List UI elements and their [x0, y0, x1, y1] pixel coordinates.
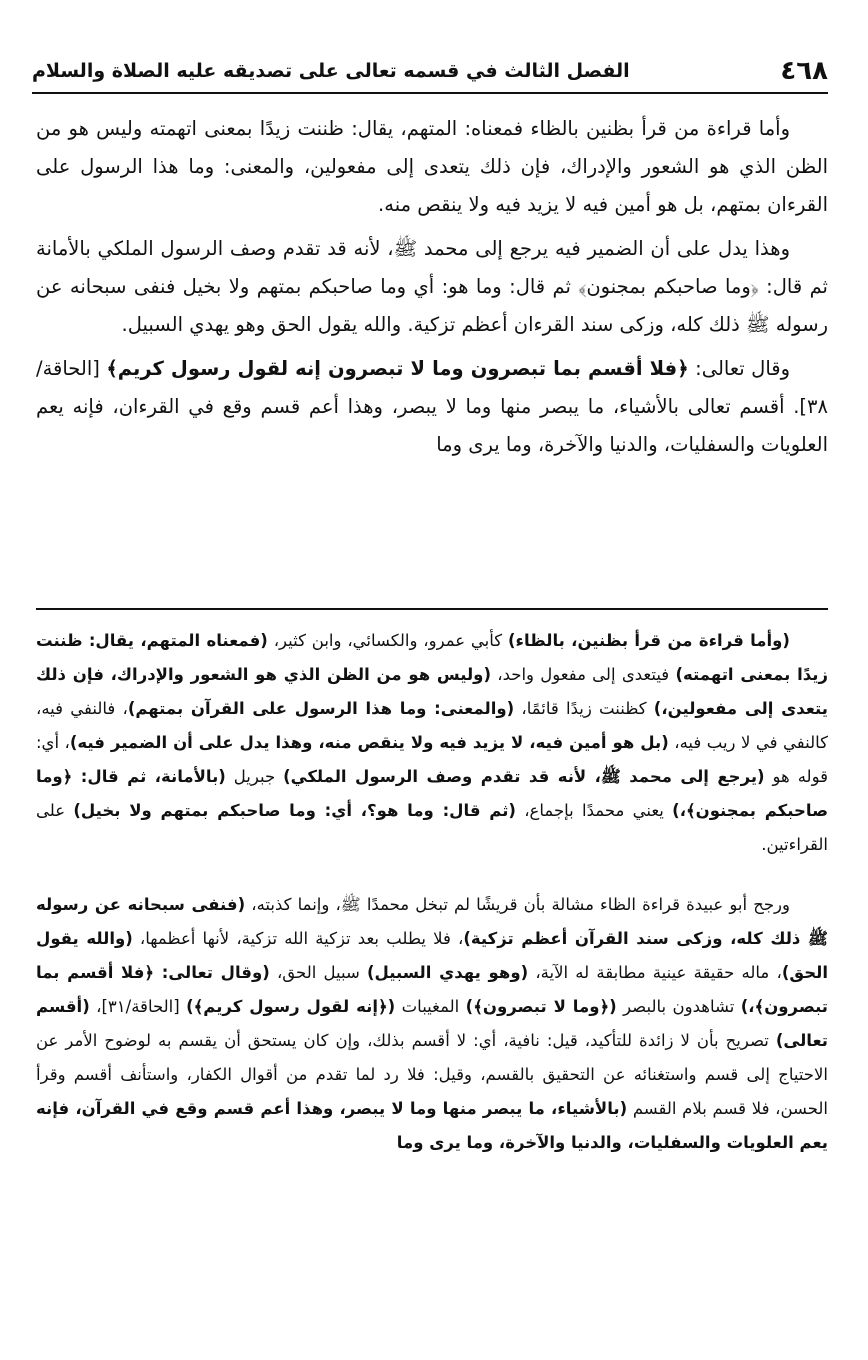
quoted-base-text: (وليس هو من الظن الذي هو الشعور والإدراك، فإن ذلك يتعدى إلى مفعولين،) [36, 665, 828, 718]
quran-verse: ﴿فلا أقسم بما تبصرون وما لا تبصرون إنه لقول رسول كريم﴾ [106, 357, 689, 380]
commentary-text: جبريل [225, 767, 284, 786]
quoted-base-text: (فنفى سبحانه عن رسوله ﷺ ذلك كله، وزكى سند القرآن أعظم تزكية) [36, 895, 828, 948]
main-paragraph-3 [36, 350, 828, 464]
footnote-separator [36, 608, 828, 610]
main-text [36, 110, 828, 470]
page-header [32, 52, 828, 94]
quoted-base-text: (بل هو أمين فيه، لا يزيد فيه ولا ينقص منه، وهذا يدل على أن الضمير فيه) [69, 733, 669, 752]
commentary-text: على القراءتين. [36, 801, 828, 854]
main-paragraph-2: وهذا يدل على أن الضمير فيه يرجع إلى محمد ﷺ، لأنه قد تقدم وصف الرسول الملكي بالأمانة ثم قال: ﴿وما صاحبكم بمجنون﴾ ثم قال: وما هو: أي وما صاحبكم بمتهم ولا بخيل فنفى سبحانه عن رسوله ﷺ ذلك كله، وزكى سند القرءان أعظم تزكية. والله يقول الحق وهو يهدي السبيل. [36, 237, 828, 336]
main-paragraph-3-intro: وقال تعالى: [688, 357, 791, 380]
commentary-text: سبيل الحق، [269, 963, 368, 982]
commentary-paragraph-1 [36, 624, 828, 862]
main-paragraph-3-rest: [الحاقة/٣٨]. أقسم تعالى بالأشياء، ما يبصر منها وما لا يبصر، وهذا أعم قسم وقع في القرءان، فإنه يعم العلويات والسفليات، والدنيا والآخرة، وما يرى وما [36, 357, 828, 456]
quoted-base-text: (بالأشياء، ما يبصر منها وما لا يبصر، وهذا أعم قسم وقع في القرآن، فإنه يعم العلويات والسفليات، والدنيا والآخرة، وما يرى وما [36, 1099, 828, 1152]
quoted-base-text: (والله يقول الحق) [36, 929, 828, 982]
commentary-text: تصريح بأن لا زائدة للتأكيد، قيل: نافية، أي: لا أقسم بذلك، وإن كان يستحق أن يقسم به لوضوح الأمر عن الاحتياج إلى قسم واستغنائه عن التحقيق بالقسم، وقيل: فلا رد لما تقدم من أقوال الكفار، واستأنف أقسم وقرأ الحسن، فلا قسم بلام القسم [36, 1031, 828, 1118]
quoted-base-text: (وهو يهدي السبيل) [367, 963, 529, 982]
quoted-base-text: (والمعنى: وما هذا الرسول على القرآن بمتهم) [127, 699, 515, 718]
quoted-base-text: (فمعناه المتهم، يقال: ظننت زيدًا بمعنى اتهمته) [36, 631, 828, 684]
commentary-text: ، فلا يطلب بعد تزكية الله تزكية، لأنها أعظمها، [132, 929, 464, 948]
paragraph-gap [36, 862, 828, 888]
quoted-base-text: (ثم قال: وما هو؟، أي: وما صاحبكم بمتهم ولا بخيل) [73, 801, 516, 820]
quoted-base-text: (﴿وما لا تبصرون﴾) [465, 997, 617, 1016]
commentary-text: المغيبات [395, 997, 466, 1016]
quoted-base-text: (وأما قراءة من قرأ بظنين، بالظاء) [508, 631, 790, 650]
commentary-text: كأبي عمرو، والكسائي، وابن كثير، [267, 631, 508, 650]
commentary-text: ، ماله حقيقة عينية مطابقة له الآية، [528, 963, 782, 982]
commentary-text: فيتعدى إلى مفعول واحد، [490, 665, 676, 684]
commentary-text: [الحاقة/٣١]، [89, 997, 187, 1016]
commentary-text: ، أي: قوله هو [36, 733, 828, 786]
quoted-base-text: (أقسم تعالى) [36, 997, 828, 1050]
page-number: ٤٦٨ [780, 56, 828, 86]
commentary-paragraph-2 [36, 888, 828, 1160]
quoted-base-text: (بالأمانة، ثم قال: ﴿وما صاحبكم بمجنون﴾،) [36, 767, 829, 820]
running-title: الفصل الثالث في قسمه تعالى على تصديقه عليه الصلاة والسلام [32, 60, 630, 82]
commentary-text: كظننت زيدًا قائمًا، [514, 699, 654, 718]
commentary-text: يعني محمدًا بإجماع، [515, 801, 673, 820]
commentary-text: ، فالنفي فيه، كالنفي في لا ريب فيه، [36, 699, 828, 752]
quoted-base-text: (يرجع إلى محمد ﷺ، لأنه قد تقدم وصف الرسول الملكي) [283, 767, 765, 786]
main-paragraph-1: وأما قراءة من قرأ بظنين بالظاء فمعناه: المتهم، يقال: ظننت زيدًا بمعنى اتهمته وليس هو من الظن الذي هو الشعور والإدراك، فإن ذلك يتعدى إلى مفعولين، والمعنى: وما هذا الرسول على القرءان بمتهم، بل هو أمين فيه لا يزيد فيه ولا ينقص منه. [36, 117, 828, 216]
quoted-base-text: (﴿إنه لقول رسول كريم﴾) [186, 997, 396, 1016]
quoted-base-text: (وقال تعالى: ﴿فلا أقسم بما تبصرون﴾،) [36, 963, 829, 1016]
commentary-text: تشاهدون بالبصر [616, 997, 741, 1016]
commentary-text: ورجح أبو عبيدة قراءة الظاء مشالة بأن قريشًا لم تبخل محمدًا ﷺ، وإنما كذبته، [245, 895, 790, 914]
commentary [36, 624, 828, 1160]
